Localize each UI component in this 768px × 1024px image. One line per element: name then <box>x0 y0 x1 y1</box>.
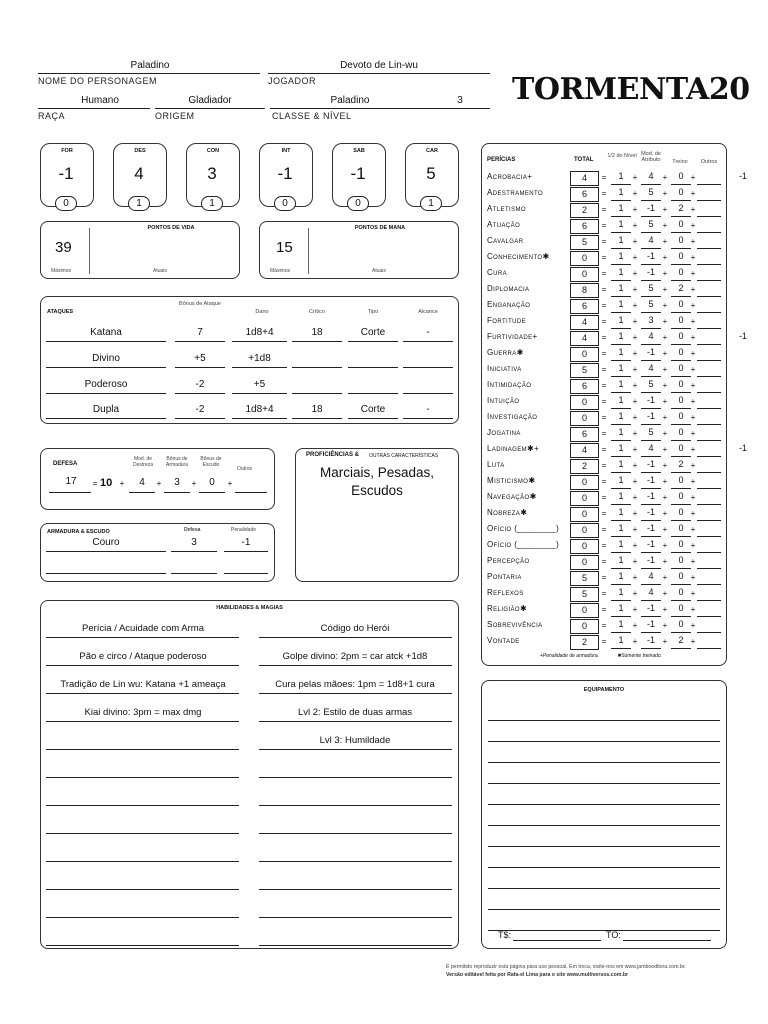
skill-name: Intuição <box>487 396 520 405</box>
skill-total[interactable]: 5 <box>570 571 599 586</box>
critical-header: Crítico <box>309 309 325 315</box>
attribute-value[interactable]: 3 <box>207 164 217 183</box>
skill-training[interactable]: 0 <box>678 571 684 581</box>
class-level-label: CLASSE & NÍVEL <box>272 111 352 121</box>
skill-name: Guerra✱ <box>487 348 524 357</box>
skill-half-level[interactable]: 1 <box>618 427 624 437</box>
skill-training[interactable]: 0 <box>678 395 684 405</box>
skill-half-level[interactable]: 1 <box>618 395 624 405</box>
skill-name: Ofício (________) <box>487 540 560 549</box>
skill-name: Vontade <box>487 636 520 645</box>
skill-name: Investigação <box>487 412 538 421</box>
damage-header: Dano <box>255 309 269 315</box>
defense-title: DEFESA <box>53 461 78 467</box>
skill-half-level[interactable]: 1 <box>618 475 624 485</box>
mp-box <box>259 221 459 279</box>
defense-armor[interactable]: 3 <box>174 477 180 488</box>
armor-title: ARMADURA & ESCUDO <box>47 529 110 535</box>
skill-training[interactable]: 0 <box>678 411 684 421</box>
skill-training[interactable]: 2 <box>678 283 684 293</box>
skill-half-level[interactable]: 1 <box>618 203 624 213</box>
attack-damage[interactable]: +1d8 <box>248 353 271 364</box>
mp-max-value[interactable]: 15 <box>276 239 293 256</box>
skill-total[interactable]: 6 <box>570 427 599 442</box>
ability-left[interactable]: Kiai divino: 3pm = max dmg <box>84 707 202 718</box>
proficiencies-line-2[interactable]: Escudos <box>351 483 403 498</box>
skill-attr-mod[interactable]: 4 <box>648 363 654 373</box>
skill-attr-mod[interactable]: -1 <box>646 555 655 565</box>
attack-name[interactable]: Poderoso <box>84 379 128 390</box>
skill-total[interactable]: 4 <box>570 443 599 458</box>
skill-total[interactable]: 6 <box>570 187 599 202</box>
skill-half-level[interactable]: 1 <box>618 635 624 645</box>
skill-half-level[interactable]: 1 <box>618 619 624 629</box>
ability-right[interactable]: Lvl 2: Estilo de duas armas <box>297 707 413 718</box>
skill-attr-mod[interactable]: 5 <box>648 299 654 309</box>
attribute-modifier[interactable]: 1 <box>201 196 223 211</box>
skill-training[interactable]: 0 <box>678 427 684 437</box>
skill-total[interactable]: 0 <box>570 347 599 362</box>
skill-half-level[interactable]: 1 <box>618 539 624 549</box>
skills-footnote-trained: ✱Somente treinado. <box>617 653 663 659</box>
skill-attr-mod[interactable]: -1 <box>646 395 655 405</box>
skill-training[interactable]: 0 <box>678 475 684 485</box>
skill-side-note[interactable]: -1 <box>738 331 747 341</box>
skill-training[interactable]: 0 <box>678 507 684 517</box>
armor-penalty-label: Penalidade <box>231 527 257 533</box>
proficiencies-title: PROFICIÊNCIAS & <box>306 452 360 458</box>
skill-total[interactable]: 0 <box>570 523 599 538</box>
skill-half-level[interactable]: 1 <box>618 347 624 357</box>
footer-credit: Versão editável feita por Rafa-el Lima para o site www.multiversos.com.br <box>446 972 629 978</box>
attribute-label: INT <box>281 148 291 154</box>
skill-training[interactable]: 0 <box>678 539 684 549</box>
skill-name: Sobrevivência <box>487 620 543 629</box>
attack-bonus[interactable]: -2 <box>195 404 205 415</box>
skill-training[interactable]: 0 <box>678 347 684 357</box>
skill-half-level[interactable]: 1 <box>618 443 624 453</box>
skill-training[interactable]: 0 <box>678 251 684 261</box>
abilities-title: HABILIDADES & MAGIAS <box>216 605 283 611</box>
skills-train-header: Treino <box>672 159 688 165</box>
skill-attr-mod[interactable]: -1 <box>646 619 655 629</box>
skill-training[interactable]: 0 <box>678 267 684 277</box>
attack-bonus-header: Bônus de Ataque <box>179 301 221 307</box>
ability-left[interactable]: Tradição de Lin wu: Katana +1 ameaça <box>60 679 226 690</box>
skill-half-level[interactable]: 1 <box>618 251 624 261</box>
skill-half-level[interactable]: 1 <box>618 555 624 565</box>
skill-training[interactable]: 0 <box>678 587 684 597</box>
skill-training[interactable]: 2 <box>678 203 684 213</box>
skill-half-level[interactable]: 1 <box>618 315 624 325</box>
skill-name: Nobreza✱ <box>487 508 528 517</box>
skill-total[interactable]: 2 <box>570 203 599 218</box>
skill-total[interactable]: 6 <box>570 379 599 394</box>
defense-shield[interactable]: 0 <box>209 477 215 488</box>
skill-attr-mod[interactable]: -1 <box>646 459 655 469</box>
skill-training[interactable]: 0 <box>678 299 684 309</box>
shield-bonus-label: Bônus de Escudo <box>200 456 222 468</box>
skill-attr-mod[interactable]: 4 <box>648 235 654 245</box>
skill-total[interactable]: 0 <box>570 539 599 554</box>
dex-mod-label: Mod. de Destreza <box>132 456 153 468</box>
skill-total[interactable]: 5 <box>570 235 599 250</box>
skills-total-header: TOTAL <box>574 157 594 163</box>
proficiencies-subtitle: OUTRAS CARACTERÍSTICAS <box>369 452 439 459</box>
attack-crit[interactable]: 18 <box>311 404 323 415</box>
ability-right[interactable]: Código do Herói <box>320 623 390 634</box>
skill-name: Jogatina <box>487 428 521 437</box>
skill-attr-mod[interactable]: 5 <box>648 283 654 293</box>
attribute-label: DES <box>134 148 146 154</box>
skill-half-level[interactable]: 1 <box>618 379 624 389</box>
skill-total[interactable]: 0 <box>570 395 599 410</box>
skill-total[interactable]: 0 <box>570 619 599 634</box>
skill-training[interactable]: 2 <box>678 459 684 469</box>
type-header: Tipo <box>367 309 379 315</box>
attack-name[interactable]: Divino <box>92 353 120 364</box>
origin-label: ORIGEM <box>155 111 195 121</box>
skill-total[interactable]: 4 <box>570 315 599 330</box>
skill-training[interactable]: 0 <box>678 555 684 565</box>
mp-max-label: Máximos <box>270 268 291 274</box>
skill-name: Fortitude <box>487 316 527 325</box>
origin-value[interactable]: Gladiador <box>188 95 232 106</box>
to-label: TO: <box>606 930 621 940</box>
skill-total[interactable]: 0 <box>570 411 599 426</box>
equipment-box <box>481 680 727 949</box>
attribute-modifier[interactable]: 0 <box>347 196 369 211</box>
skill-attr-mod[interactable]: -1 <box>646 203 655 213</box>
race-label: RAÇA <box>38 111 66 121</box>
skill-name: Intimidação <box>487 380 532 389</box>
skill-attr-mod[interactable]: 5 <box>648 219 654 229</box>
skill-name: Religião✱ <box>487 604 528 613</box>
hp-current-label: Atuais <box>153 268 167 274</box>
proficiencies-line-1[interactable]: Marciais, Pesadas, <box>319 465 435 480</box>
attack-crit[interactable]: 18 <box>311 327 323 338</box>
attribute-value[interactable]: 4 <box>134 164 144 183</box>
race-value[interactable]: Humano <box>81 95 119 106</box>
skill-name: Atletismo <box>487 204 526 213</box>
attack-damage[interactable]: 1d8+4 <box>245 327 274 338</box>
skill-name: Cavalgar <box>487 236 524 245</box>
skill-attr-mod[interactable]: -1 <box>646 635 655 645</box>
skill-training[interactable]: 0 <box>678 443 684 453</box>
skill-name: Enganação <box>487 300 531 309</box>
tormenta20-logo: TORMENTA20 <box>512 72 750 107</box>
skill-attr-mod[interactable]: -1 <box>646 347 655 357</box>
skill-half-level[interactable]: 1 <box>618 411 624 421</box>
footer-copyright: É permitido reproduzir esta página para uso pessoal. Em troca, visite-nos em www.jamboeditora.com.br. <box>446 964 686 970</box>
attack-damage[interactable]: +5 <box>253 379 266 390</box>
skill-half-level[interactable]: 1 <box>618 459 624 469</box>
attribute-label: FOR <box>61 148 73 154</box>
attribute-value[interactable]: 5 <box>426 164 436 183</box>
skill-half-level[interactable]: 1 <box>618 187 624 197</box>
range-header: Alcance <box>418 309 438 315</box>
skill-training[interactable]: 0 <box>678 331 684 341</box>
ability-left[interactable]: Pão e circo / Ataque poderoso <box>79 651 207 662</box>
attack-name[interactable]: Katana <box>90 327 122 338</box>
ability-right[interactable]: Golpe divino: 2pm = car atck +1d8 <box>282 651 428 662</box>
mp-current-label: Atuais <box>372 268 386 274</box>
attack-type[interactable]: Corte <box>360 327 386 338</box>
skill-attr-mod[interactable]: 5 <box>648 187 654 197</box>
others-label: Outros <box>237 466 253 472</box>
skill-total[interactable]: 5 <box>570 587 599 602</box>
skill-name: Cura <box>487 268 508 277</box>
armor-bonus-label: Bônus de Armadura <box>166 456 188 468</box>
skill-total[interactable]: 2 <box>570 459 599 474</box>
skill-half-level[interactable]: 1 <box>618 603 624 613</box>
attack-bonus[interactable]: 7 <box>197 327 203 338</box>
mp-title: PONTOS DE MANA <box>354 225 406 231</box>
attack-damage[interactable]: 1d8+4 <box>245 404 274 415</box>
skills-half-level-header: 1/2 do Nível <box>607 153 637 159</box>
skill-total[interactable]: 6 <box>570 299 599 314</box>
skill-half-level[interactable]: 1 <box>618 571 624 581</box>
character-name-label: NOME DO PERSONAGEM <box>38 76 158 86</box>
skill-training[interactable]: 0 <box>678 491 684 501</box>
attribute-modifier[interactable]: 0 <box>55 196 77 211</box>
skill-name: Ofício (________) <box>487 524 560 533</box>
attack-type[interactable]: Corte <box>360 404 386 415</box>
skill-attr-mod[interactable]: -1 <box>646 491 655 501</box>
skill-training[interactable]: 0 <box>678 603 684 613</box>
skill-training[interactable]: 0 <box>678 171 684 181</box>
skill-training[interactable]: 0 <box>678 363 684 373</box>
skill-total[interactable]: 0 <box>570 555 599 570</box>
skill-total[interactable]: 2 <box>570 635 599 650</box>
armor-defense-label: Defesa <box>184 527 201 533</box>
skill-half-level[interactable]: 1 <box>618 523 624 533</box>
attack-name[interactable]: Dupla <box>92 404 120 415</box>
skill-name: Conhecimento✱ <box>487 252 550 261</box>
skill-total[interactable]: 0 <box>570 267 599 282</box>
skill-total[interactable]: 0 <box>570 507 599 522</box>
skill-attr-mod[interactable]: -1 <box>646 267 655 277</box>
skill-name: Luta <box>487 460 505 469</box>
skill-half-level[interactable]: 1 <box>618 283 624 293</box>
skill-training[interactable]: 2 <box>678 635 684 645</box>
attacks-box <box>40 296 459 424</box>
ability-right[interactable]: Cura pelas mãoes: 1pm = 1d8+1 cura <box>275 679 435 690</box>
skill-half-level[interactable]: 1 <box>618 363 624 373</box>
skill-name: Acrobacia+ <box>487 172 533 181</box>
skills-footnote-armor: +Penalidade de armadura. <box>540 653 600 659</box>
class-value[interactable]: Paladino <box>330 95 370 106</box>
skill-name: Adestramento <box>487 188 544 197</box>
skill-training[interactable]: 0 <box>678 619 684 629</box>
hp-box <box>40 221 240 279</box>
attribute-label: CAR <box>426 148 438 154</box>
skill-attr-mod[interactable]: -1 <box>646 603 655 613</box>
player-value[interactable]: Devoto de Lin-wu <box>340 60 418 71</box>
defense-total[interactable]: 17 <box>65 476 77 487</box>
skill-half-level[interactable]: 1 <box>618 331 624 341</box>
skill-half-level[interactable]: 1 <box>618 299 624 309</box>
attribute-label: CON <box>206 148 220 154</box>
armor-name[interactable]: Couro <box>92 537 120 548</box>
skill-name: Pontaria <box>487 572 522 581</box>
skill-total[interactable]: 6 <box>570 219 599 234</box>
ability-left[interactable]: Perícia / Acuidade com Arma <box>82 623 204 634</box>
skill-total[interactable]: 8 <box>570 283 599 298</box>
skill-half-level[interactable]: 1 <box>618 171 624 181</box>
skill-name: Iniciativa <box>487 364 522 373</box>
skill-half-level[interactable]: 1 <box>618 235 624 245</box>
skill-name: Furtividade+ <box>487 332 538 341</box>
armor-box <box>40 523 275 582</box>
hp-max-value[interactable]: 39 <box>55 239 72 256</box>
skill-attr-mod[interactable]: -1 <box>646 539 655 549</box>
skill-attr-mod[interactable]: -1 <box>646 251 655 261</box>
attribute-modifier[interactable]: 1 <box>420 196 442 211</box>
skill-attr-mod[interactable]: 4 <box>648 171 654 181</box>
hp-title: PONTOS DE VIDA <box>147 225 195 231</box>
attack-bonus[interactable]: +5 <box>194 353 206 364</box>
skills-others-header: Outros <box>700 159 718 165</box>
attribute-modifier[interactable]: 0 <box>274 196 296 211</box>
skill-half-level[interactable]: 1 <box>618 219 624 229</box>
character-name-value[interactable]: Paladino <box>130 60 170 71</box>
skill-name: Reflexos <box>487 588 524 597</box>
skill-training[interactable]: 0 <box>678 315 684 325</box>
skill-half-level[interactable]: 1 <box>618 507 624 517</box>
equipment-title: EQUIPAMENTO <box>583 687 625 693</box>
skill-attr-mod[interactable]: 5 <box>648 427 654 437</box>
skill-training[interactable]: 0 <box>678 187 684 197</box>
skill-name: Misticismo✱ <box>487 476 536 485</box>
skill-attr-mod[interactable]: -1 <box>646 523 655 533</box>
proficiencies-box <box>295 448 459 582</box>
attribute-label: SAB <box>353 148 365 154</box>
skill-total[interactable]: 5 <box>570 363 599 378</box>
abilities-box <box>40 600 459 949</box>
skill-attr-mod[interactable]: -1 <box>646 475 655 485</box>
skill-attr-mod[interactable]: 4 <box>648 571 654 581</box>
skill-attr-mod[interactable]: 4 <box>648 443 654 453</box>
skill-attr-mod[interactable]: 3 <box>648 315 654 325</box>
skill-total[interactable]: 0 <box>570 603 599 618</box>
attribute-value[interactable]: -1 <box>58 164 74 183</box>
skill-total[interactable]: 0 <box>570 251 599 266</box>
skill-total[interactable]: 4 <box>570 331 599 346</box>
skill-training[interactable]: 0 <box>678 235 684 245</box>
skill-attr-mod[interactable]: 4 <box>648 587 654 597</box>
skill-training[interactable]: 0 <box>678 219 684 229</box>
skill-attr-mod[interactable]: -1 <box>646 411 655 421</box>
attacks-title: ATAQUES <box>47 309 74 315</box>
attack-bonus[interactable]: -2 <box>195 379 205 390</box>
skill-training[interactable]: 0 <box>678 379 684 389</box>
skill-half-level[interactable]: 1 <box>618 587 624 597</box>
skill-half-level[interactable]: 1 <box>618 267 624 277</box>
armor-defense[interactable]: 3 <box>191 537 197 548</box>
skill-side-note[interactable]: -1 <box>738 443 747 453</box>
defense-base: 10 <box>100 477 113 489</box>
skill-attr-mod[interactable]: -1 <box>646 507 655 517</box>
hp-max-label: Máximos <box>51 268 72 274</box>
defense-box: DEFESA Mod. de Destreza Bônus de Armadura Bônus de Escudo Outros 17 = 10 + 4 + 3 + 0 + <box>40 448 275 510</box>
attribute-value[interactable]: -1 <box>277 164 293 183</box>
skills-title: PERÍCIAS <box>487 157 516 163</box>
armor-penalty[interactable]: -1 <box>241 537 251 548</box>
skill-attr-mod[interactable]: 4 <box>648 331 654 341</box>
skill-name: Percepção <box>487 556 530 565</box>
skill-total[interactable]: 4 <box>570 171 599 186</box>
skill-side-note[interactable]: -1 <box>738 171 747 181</box>
ts-label: T$: <box>498 930 512 940</box>
skill-name: Diplomacia <box>487 284 530 293</box>
skill-total[interactable]: 0 <box>570 475 599 490</box>
skill-training[interactable]: 0 <box>678 523 684 533</box>
player-label: JOGADOR <box>268 76 317 86</box>
skill-name: Atuação <box>487 220 521 229</box>
skills-attr-header: Mod. de Atributo <box>641 151 661 163</box>
skill-attr-mod[interactable]: 5 <box>648 379 654 389</box>
skill-name: Navegação✱ <box>487 492 537 501</box>
skill-total[interactable]: 0 <box>570 491 599 506</box>
attack-range[interactable]: - <box>426 327 430 338</box>
defense-dex[interactable]: 4 <box>139 477 145 488</box>
attack-range[interactable]: - <box>426 404 430 415</box>
skill-half-level[interactable]: 1 <box>618 491 624 501</box>
attribute-value[interactable]: -1 <box>350 164 366 183</box>
skill-name: Ladinagem✱+ <box>487 444 540 453</box>
ability-right[interactable]: Lvl 3: Humildade <box>319 735 391 746</box>
level-value[interactable]: 3 <box>457 95 463 106</box>
attribute-modifier[interactable]: 1 <box>128 196 150 211</box>
